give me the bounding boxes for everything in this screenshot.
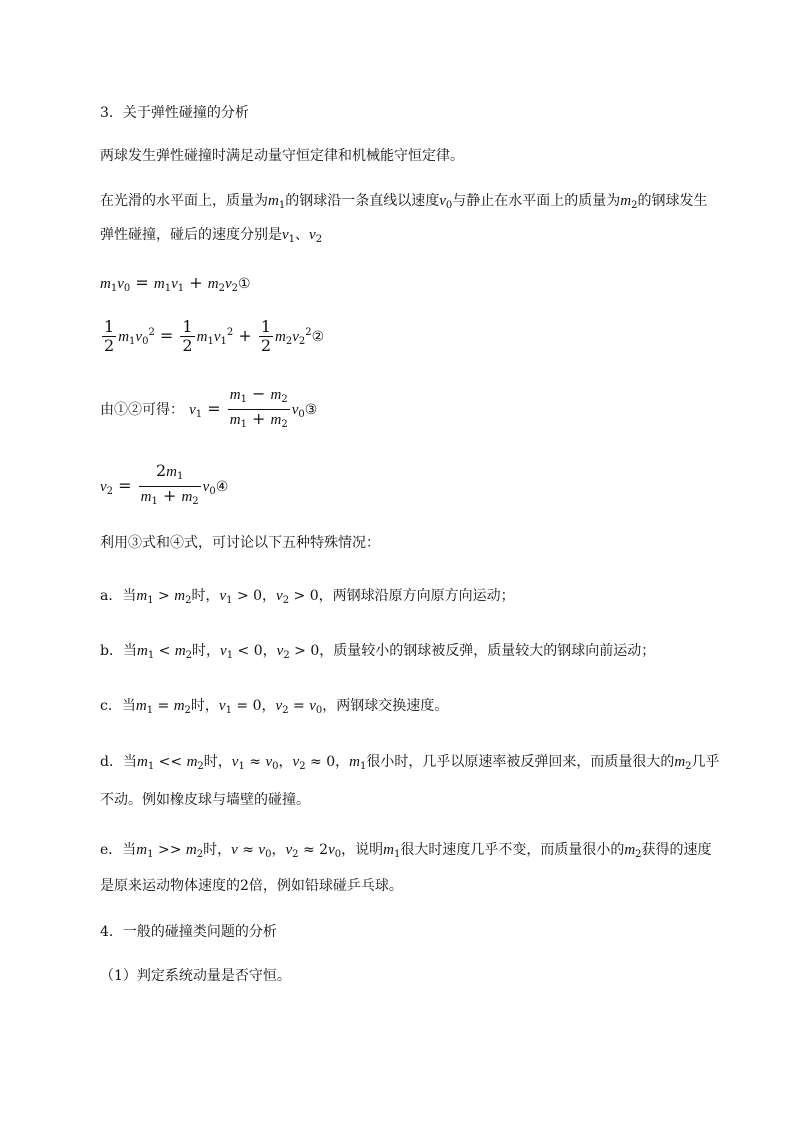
- section-3-heading: 3．关于弹性碰撞的分析: [100, 105, 249, 121]
- section-4-heading: 4．一般的碰撞类问题的分析: [100, 924, 277, 940]
- equation-energy: $\frac{1}{2}$ $m_1v_0^2$ = $\frac{1}{2}$ $m_1v_1^2$ + $\frac{1}{2}$ $m_2v_2^2②$: [104, 317, 325, 355]
- case-c: c．当$m_1 = m_2$时，$v_1 = 0$，$v_2 = v_0$，两钢球交换速度。: [100, 698, 449, 716]
- paragraph-setup-line1: 在光滑的水平面上，质量为$m_1$的钢球沿一条直线以速度$v_0$与静止在水平面上的质量为$m_2$的钢球发生: [100, 193, 708, 211]
- paragraph-elastic-intro: 两球发生弹性碰撞时满足动量守恒定律和机械能守恒定律。: [100, 148, 464, 164]
- paragraph-discuss: 利用③式和④式，可讨论以下五种特殊情况：: [100, 535, 380, 551]
- equation-v1: 由①②可得： $v_1$ = $\frac{m_1 - m_2}{m_1 + m_2}$ $v_0③$: [100, 384, 318, 430]
- case-d-line2: 不动。例如橡皮球与墙壁的碰撞。: [100, 792, 310, 808]
- case-e-line1: e．当$m_1 >> m_2$时，$v \approx v_0$，$v_2 \approx 2v_0$，说明$m_1$很大时速度几乎不变，而质量很小的$m_2$获得的速度: [100, 842, 712, 860]
- case-e-line2: 是原来运动物体速度的2倍，例如铅球碰乒乓球。: [100, 878, 403, 894]
- case-b: b．当$m_1 < m_2$时，$v_1 < 0$，$v_2 > 0$，质量较小的钢球被反弹，质量较大的钢球向前运动；: [100, 643, 656, 661]
- equation-v2: $v_2$ = $\frac{2m_1}{m_1 + m_2}$ $v_0④$: [100, 461, 229, 507]
- section-4-item-1: （1）判定系统动量是否守恒。: [100, 968, 291, 984]
- case-d-line1: d．当$m_1 << m_2$时，$v_1 \approx v_0$，$v_2 \approx 0$，$m_1$很小时，几乎以原速率被反弹回来，而质量很大的$m_2$几乎: [100, 754, 720, 772]
- paragraph-setup-line2: 弹性碰撞，碰后的速度分别是$v_1$、$v_2$: [100, 227, 323, 245]
- case-a: a．当$m_1 > m_2$时，$v_1 > 0$，$v_2 > 0$，两钢球沿原方向原方向运动；: [100, 588, 515, 606]
- equation-momentum: $m_1v_0 = m_1v_1$ + $m_2v_2①$: [100, 273, 251, 294]
